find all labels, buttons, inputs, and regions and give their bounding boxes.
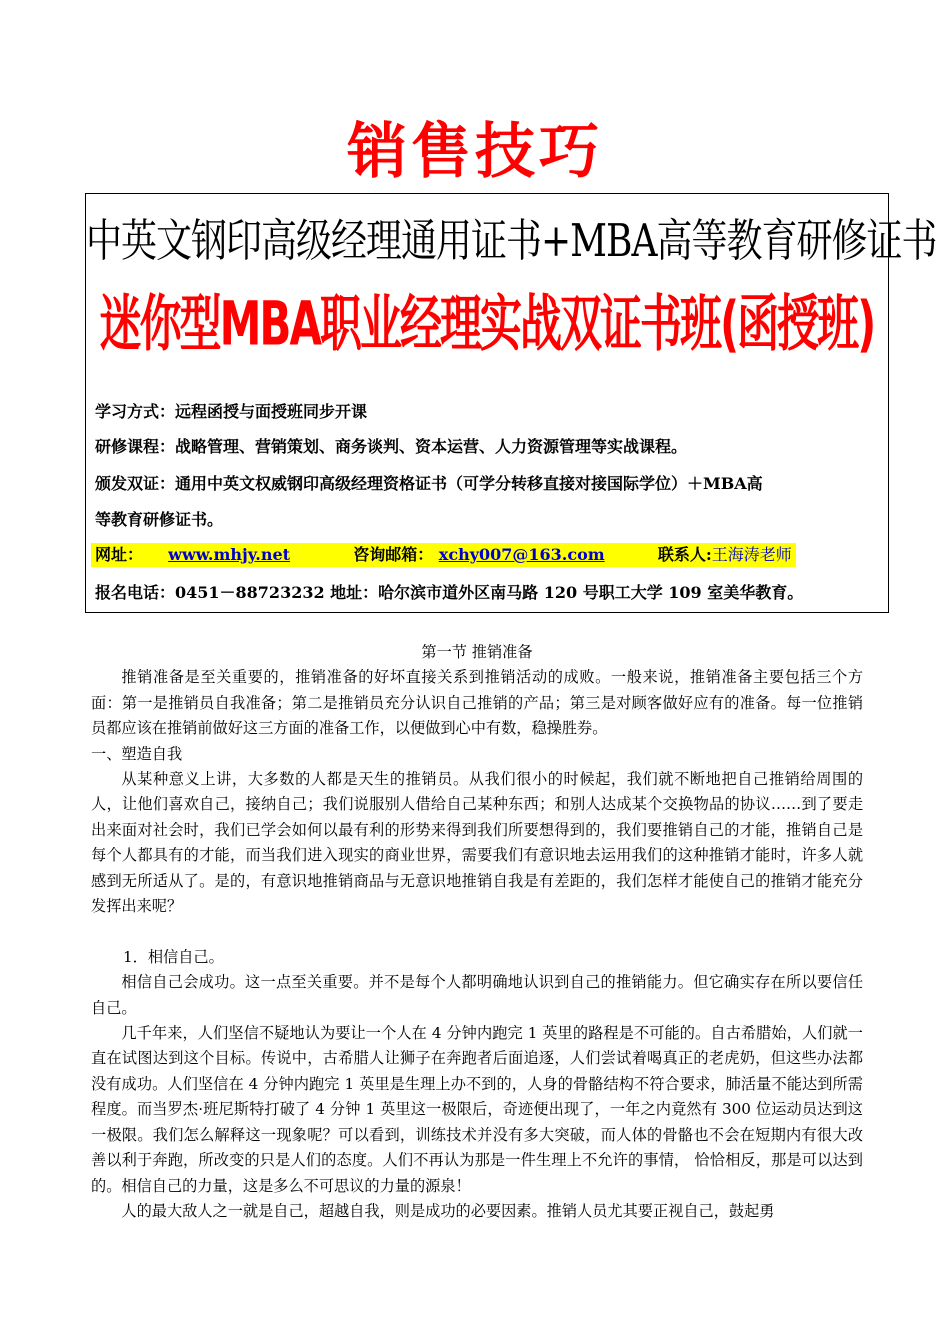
certificate-text-a: 颁发双证：通用中英文权威钢印高级经理资格证书（可学分转移直接对接国际学位）＋MBA高 [95,474,763,493]
contact-person-name: 王海涛老师 [711,545,792,564]
page-title: 销售技巧 [347,117,603,187]
paragraph: 相信自己会成功。这一点至关重要。并不是每个人都明确地认识到自己的推销能力。但它确实存在所以要信任自己。 [91,973,863,1017]
heading-shape-self: 一、塑造自我 [91,744,183,763]
paragraph: 推销准备是至关重要的，推销准备的好坏直接关系到推销活动的成败。一般来说，推销准备主要包括三个方面：第一是推销员自我准备；第二是推销员充分认识自己推销的产品；第三是对顾客做好应有的准备。每一位推销员都应该在推销前做好这三方面的准备工作，以便做到心中有数，稳操胜券。 [91,668,863,738]
website-link[interactable]: www.mhjy.net [168,545,291,564]
contact-person-label: 联系人: [657,545,712,564]
contact-bar [91,543,796,567]
paragraph: 人的最大敌人之一就是自己，超越自我，则是成功的必要因素。推销人员尤其要正视自己，鼓起勇 [121,1201,775,1220]
article-body [91,640,863,1224]
blank-line [91,919,863,944]
section-title: 第一节 推销准备 [421,643,533,661]
website-label: 网址： [95,545,144,564]
phone-address-text: 报名电话：0451－88723232 地址：哈尔滨市道外区南马路 120 号职工大学 109 室美华教育。 [95,583,804,602]
email-label: 咨询邮箱： [353,545,434,564]
courses-text: 研修课程：战略管理、营销策划、商务谈判、资本运营、人力资源管理等实战课程。 [95,437,688,456]
list-item-believe-yourself: 1．相信自己。 [123,947,224,966]
study-method-text: 学习方式：远程函授与面授班同步开课 [95,402,368,421]
paragraph: 从某种意义上讲，大多数的人都是天生的推销员。从我们很小的时候起，我们就不断地把自己推销给周围的人，让他们喜欢自己，接纳自己；我们说服别人借给自己某种东西；和别人达成某个交换物品的协议……到了要走出来面对社会时，我们已学会如何以最有利的形势来得到我们所要想得到的，我们要推销自己的才能，推销自己是每个人都具有的才能，而当我们进入现实的商业世界，需要我们有意识地去运用我们的这种推销才能时，许多人就感到无所适从了。是的，有意识地推销商品与无意识地推销自我是有差距的，我们怎样才能使自己的推销才能充分发挥出来呢？ [91,770,863,916]
email-link[interactable]: xchy007@163.com [438,545,605,564]
paragraph: 几千年来，人们坚信不疑地认为要让一个人在 4 分钟内跑完 1 英里的路程是不可能的。自古希腊始，人们就一直在试图达到这个目标。传说中，古希腊人让狮子在奔跑者后面追逐，人们尝试着喝真正的老虎奶，但这些办法都没有成功。人们坚信在 4 分钟内跑完 1 英里是生理上办不到的，人身的骨骼结构不符合要求，肺活量不能达到所需程度。而当罗杰·班尼斯特打破了 4 分钟 1 英里这一极限后，奇迹便出现了，一年之内竟然有 300 位运动员达到这一极限。我们怎么解释这一现象呢？可以看到，训练技术并没有多大突破，而人体的骨骼也不会在短期内有很大改善以利于奔跑，所改变的只是人们的态度。人们不再认为那是一件生理上不允许的事情， 恰恰相反，那是可以达到的。相信自己的力量，这是多么不可思议的力量的源泉！ [91,1024,863,1195]
certificate-text-b: 等教育研修证书。 [95,510,224,529]
promo-headline: 中英文钢印高级经理通用证书+MBA高等教育研修证书 [86,215,937,267]
promo-box [85,193,937,613]
promo-subheadline: 迷你型MBA职业经理实战双证书班(函授班) [99,287,875,359]
